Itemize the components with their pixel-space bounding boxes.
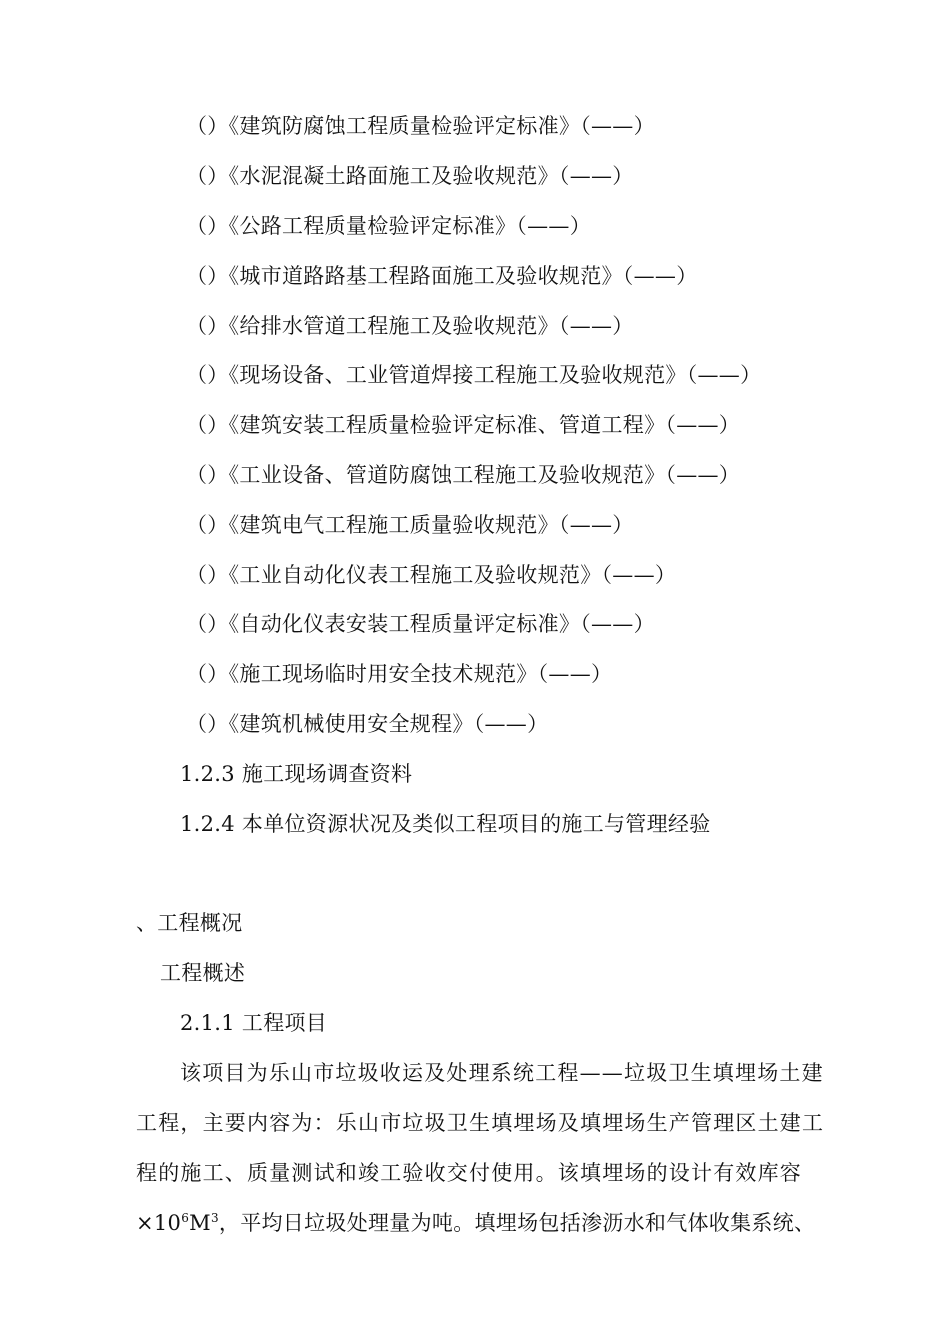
standard-item: （）《建筑机械使用安全规程》（——） [186,712,549,736]
chapter-heading: 、工程概况 [136,911,243,935]
section-heading-1-2-3: 1.2.3 施工现场调查资料 [180,762,413,786]
standard-item: （）《施工现场临时用安全技术规范》（——） [186,662,613,686]
paragraph-text: ×10 [136,1211,182,1235]
section-heading-2-1-1: 2.1.1 工程项目 [180,1011,328,1035]
paragraph-text: ，平均日垃圾处理量为吨。填埋场包括渗沥水和气体收集系统、 [218,1211,816,1235]
superscript: 3 [210,1211,219,1225]
subsection-heading: 工程概述 [160,961,246,985]
paragraph-line: 程的施工、质量测试和竣工验收交付使用。该填埋场的设计有效库容 [136,1161,802,1185]
paragraph-line: 该项目为乐山市垃圾收运及处理系统工程——垃圾卫生填埋场土建 [180,1061,824,1085]
standard-item: （）《建筑安装工程质量检验评定标准、管道工程》（——） [186,413,741,437]
standard-item: （）《城市道路路基工程路面施工及验收规范》（——） [186,264,698,288]
superscript: 6 [181,1211,190,1225]
standard-item: （）《工业设备、管道防腐蚀工程施工及验收规范》（——） [186,463,741,487]
standard-item: （）《给排水管道工程施工及验收规范》（——） [186,314,634,338]
standard-item: （）《自动化仪表安装工程质量评定标准》（——） [186,612,655,636]
standard-item: （）《建筑防腐蚀工程质量检验评定标准》（——） [186,114,655,138]
standard-item: （）《建筑电气工程施工质量验收规范》（——） [186,513,634,537]
standard-item: （）《工业自动化仪表工程施工及验收规范》（——） [186,563,677,587]
standard-item: （）《水泥混凝土路面施工及验收规范》（——） [186,164,634,188]
section-heading-1-2-4: 1.2.4 本单位资源状况及类似工程项目的施工与管理经验 [180,812,711,836]
paragraph-line [136,1210,815,1236]
standard-item: （）《公路工程质量检验评定标准》（——） [186,214,591,238]
standard-item: （）《现场设备、工业管道焊接工程施工及验收规范》（——） [186,363,762,387]
paragraph-line: 工程，主要内容为：乐山市垃圾卫生填埋场及填埋场生产管理区土建工 [136,1111,825,1135]
paragraph-text: M [189,1211,211,1235]
